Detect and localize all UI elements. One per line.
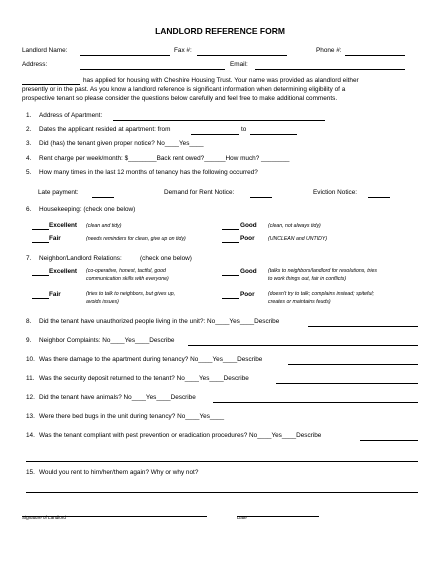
address-field[interactable] [80, 69, 225, 70]
q5-number: 5. [26, 169, 32, 176]
housekeeping-excellent-checkbox[interactable] [32, 229, 49, 230]
q2-number: 2. [26, 126, 32, 133]
relations-fair-desc-2: avoids issues) [86, 299, 119, 305]
q8-number: 8. [26, 318, 32, 325]
q14-describe-field[interactable] [360, 440, 418, 441]
intro-line-2: presently or in the past. As you know a landlord reference is significant information when determining eligibility of a [22, 86, 346, 93]
q13-number: 13. [26, 413, 35, 420]
q12-describe-field[interactable] [213, 402, 418, 403]
relations-excellent-checkbox[interactable] [32, 275, 49, 276]
demand-notice-field[interactable] [250, 197, 272, 198]
relations-excellent-label: Excellent [49, 268, 78, 275]
apartment-address-field[interactable] [113, 120, 325, 121]
q1-number: 1. [26, 112, 32, 119]
housekeeping-good-checkbox[interactable] [222, 229, 239, 230]
relations-good-label: Good [240, 268, 257, 275]
q4-text: Rent charge per week/month: $________Back rent owed?______How much? ________ [39, 155, 290, 162]
dates-from-field[interactable] [191, 134, 239, 135]
date-label: Date [237, 515, 247, 520]
q7-check-note: (check one below) [140, 255, 192, 262]
eviction-notice-field[interactable] [368, 197, 390, 198]
fax-label: Fax #: [174, 47, 192, 54]
fax-field[interactable] [197, 55, 287, 56]
phone-label: Phone #: [316, 47, 342, 54]
relations-poor-desc-1: (doesn't try to talk; complains instead; spiteful; [268, 291, 374, 297]
date-line[interactable] [237, 516, 319, 517]
housekeeping-excellent-desc: (clean and tidy) [86, 223, 122, 229]
relations-poor-checkbox[interactable] [222, 298, 239, 299]
relations-fair-desc-1: (tries to talk to neighbors, but gives up, [86, 291, 176, 297]
q12-text: Did the tenant have animals? No____Yes____Describe [39, 394, 196, 401]
housekeeping-poor-desc: (UNCLEAN and UNTIDY) [268, 236, 328, 242]
landlord-name-label: Landlord Name: [22, 47, 68, 54]
housekeeping-good-desc: (clean, not always tidy) [268, 223, 321, 229]
q4-number: 4. [26, 155, 32, 162]
demand-notice-label: Demand for Rent Notice: [164, 189, 235, 196]
intro-line-3: prospective tenant so please consider the questions below carefully and feel free to make additional comments. [22, 95, 338, 102]
eviction-notice-label: Eviction Notice: [313, 189, 358, 196]
q7-number: 7. [26, 255, 32, 262]
email-label: Email: [230, 61, 248, 68]
signature-label: Signature of Landlord [22, 515, 66, 520]
q3-number: 3. [26, 140, 32, 147]
intro-line-1: has applied for housing with Cheshire Housing Trust. Your name was provided as alandlord either [83, 77, 359, 84]
q1-text: Address of Apartment: [39, 112, 103, 119]
q12-number: 12. [26, 394, 35, 401]
q2-to-label: to [241, 126, 247, 133]
q6-number: 6. [26, 206, 32, 213]
q9-text: Neighbor Complaints: No____Yes____Describe [39, 337, 175, 344]
relations-fair-checkbox[interactable] [32, 298, 49, 299]
form-title: LANDLORD REFERENCE FORM [155, 26, 285, 36]
q11-number: 11. [26, 375, 35, 382]
q14-number: 14. [26, 432, 35, 439]
q15-number: 15. [26, 469, 35, 476]
housekeeping-poor-checkbox[interactable] [222, 242, 239, 243]
housekeeping-fair-checkbox[interactable] [32, 242, 49, 243]
q10-describe-field[interactable] [288, 364, 418, 365]
relations-good-checkbox[interactable] [222, 275, 239, 276]
q14-describe-line-2[interactable] [26, 461, 418, 462]
q15-answer-line-1[interactable] [26, 492, 418, 493]
q5-text: How many times in the last 12 months of tenancy has the following occurred? [39, 169, 258, 176]
q8-text: Did the tenant have unauthorized people living in the unit?: No____Yes____Describe [39, 318, 280, 325]
relations-good-desc-2: to work things out, fair in conflicts) [268, 276, 347, 282]
q8-describe-field[interactable] [308, 326, 418, 327]
q6-text: Housekeeping: (check one below) [39, 206, 136, 213]
housekeeping-excellent-label: Excellent [49, 222, 78, 229]
housekeeping-fair-label: Fair [49, 235, 61, 242]
q2-text: Dates the applicant resided at apartment: from [39, 126, 171, 133]
landlord-name-field[interactable] [80, 55, 170, 56]
housekeeping-poor-label: Poor [240, 235, 255, 242]
dates-to-field[interactable] [250, 134, 297, 135]
relations-fair-label: Fair [49, 291, 61, 298]
email-field[interactable] [255, 69, 405, 70]
late-payment-label: Late payment: [38, 189, 79, 196]
housekeeping-fair-desc: (needs reminders for clean, give up on tidy) [86, 236, 186, 242]
q11-describe-field[interactable] [276, 383, 418, 384]
q11-text: Was the security deposit returned to the tenant? No____Yes____Describe [39, 375, 249, 382]
late-payment-field[interactable] [92, 197, 114, 198]
q14-text: Was the tenant compliant with pest prevention or eradication procedures? No____Yes____Describe [39, 432, 322, 439]
relations-excellent-desc-2: communication skills with everyone) [86, 276, 169, 282]
address-label: Address: [22, 61, 48, 68]
q9-number: 9. [26, 337, 32, 344]
q15-text: Would you rent to him/her/them again? Why or why not? [39, 469, 199, 476]
q7-text: Neighbor/Landlord Relations: [39, 255, 122, 262]
applicant-name-field[interactable] [22, 84, 80, 85]
q10-number: 10. [26, 356, 35, 363]
relations-good-desc-1: (talks to neighbors/landlord for resolutions, tries [268, 268, 377, 274]
relations-excellent-desc-1: (co-operative, honest, tactful, good [86, 268, 166, 274]
q13-text: Were there bed bugs in the unit during tenancy? No____Yes____ [39, 413, 225, 420]
housekeeping-good-label: Good [240, 222, 257, 229]
relations-poor-label: Poor [240, 291, 255, 298]
phone-field[interactable] [345, 55, 405, 56]
q9-describe-field[interactable] [188, 345, 418, 346]
q10-text: Was there damage to the apartment during tenancy? No____Yes____Describe [39, 356, 263, 363]
q3-text: Did (has) the tenant given proper notice? No____Yes____ [39, 140, 204, 147]
relations-poor-desc-2: creates or maintains feuds) [268, 299, 331, 305]
